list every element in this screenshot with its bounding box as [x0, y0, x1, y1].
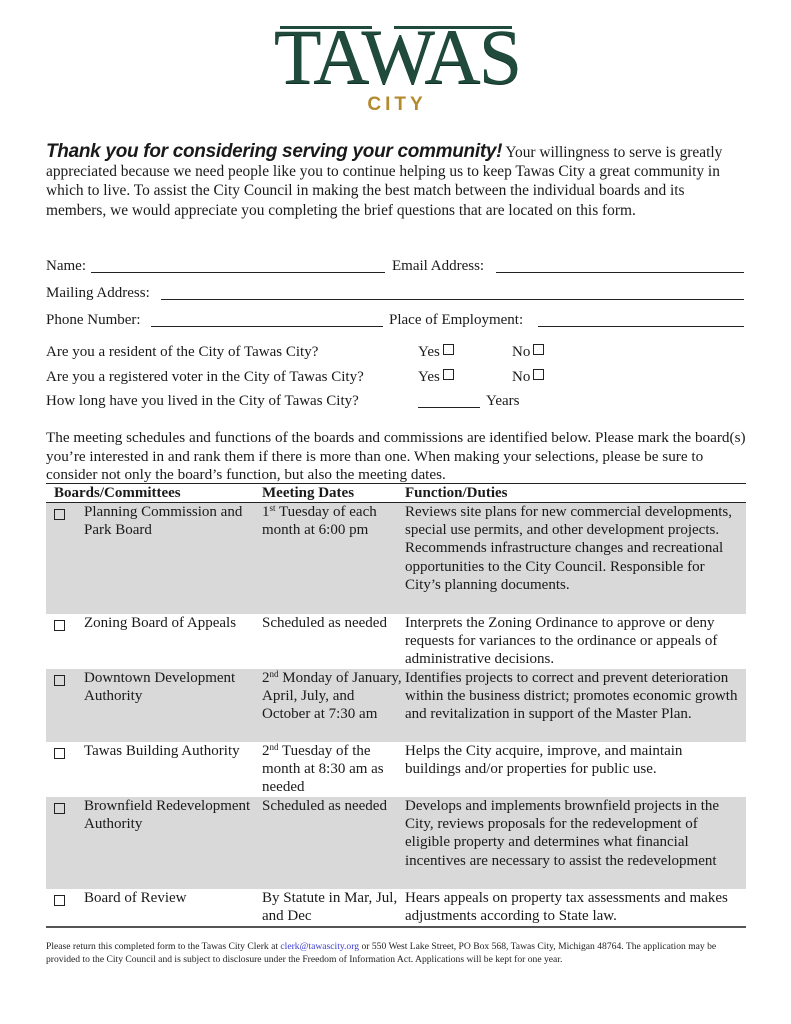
name-field[interactable] [91, 272, 385, 273]
clerk-email-link[interactable]: clerk@tawascity.org [280, 941, 360, 952]
board-checkbox[interactable] [54, 803, 65, 814]
resident-yes-checkbox[interactable] [443, 344, 454, 355]
board-name: Tawas Building Authority [84, 743, 240, 759]
voter-yes-checkbox[interactable] [443, 369, 454, 380]
board-duties: Develops and implements brownfield projects in the City, reviews proposals for the redevelopment of eligible property and determines what financial incentives are necessary to assist the redevelopment [405, 798, 720, 869]
board-checkbox[interactable] [54, 675, 65, 686]
field-row-phone-employment [46, 312, 746, 332]
field-row-name-email [46, 258, 746, 278]
no-label: No [512, 369, 531, 385]
intro-lead: Thank you for considering serving your community! [46, 141, 503, 162]
years-label: Years [486, 393, 520, 409]
email-field[interactable] [496, 272, 744, 273]
mailing-address-label: Mailing Address: [46, 285, 150, 301]
board-name: Downtown Development Authority [84, 670, 236, 705]
table-row [46, 889, 746, 926]
question-resident [46, 344, 566, 364]
email-label: Email Address: [392, 258, 485, 274]
question-voter [46, 369, 566, 389]
employment-label: Place of Employment: [389, 312, 524, 328]
board-duties: Hears appeals on property tax assessments and makes adjustments according to State law. [405, 890, 728, 925]
yes-label: Yes [418, 344, 440, 360]
header-boards: Boards/Committees [54, 485, 181, 501]
meeting-date: Scheduled as needed [262, 615, 387, 631]
board-name: Brownfield Redevelopment Authority [84, 798, 251, 833]
table-row [46, 797, 746, 889]
logo-wordmark: TAWAS [273, 13, 521, 100]
meeting-date: 1st Tuesday of each month at 6:00 pm [262, 503, 377, 539]
boards-table [46, 483, 746, 928]
board-name: Zoning Board of Appeals [84, 615, 237, 631]
table-row [46, 614, 746, 669]
table-header [46, 483, 746, 503]
meeting-date: By Statute in Mar, Jul, and Dec [262, 890, 398, 925]
question-years [46, 393, 566, 413]
meeting-date: 2nd Tuesday of the month at 8:30 am as needed [262, 742, 384, 796]
board-duties: Helps the City acquire, improve, and maintain buildings and/or properties for public use. [405, 743, 683, 778]
employment-field[interactable] [538, 326, 744, 327]
question-text: Are you a registered voter in the City of Tawas City? [46, 369, 364, 385]
meeting-date: 2nd Monday of January, April, July, and October at 7:30 am [262, 669, 402, 723]
board-checkbox[interactable] [54, 509, 65, 520]
logo-city-text: CITY [367, 94, 427, 115]
intro-paragraph [46, 142, 746, 220]
no-label: No [512, 344, 531, 360]
header-function: Function/Duties [405, 485, 508, 501]
board-duties: Interprets the Zoning Ordinance to approve or deny requests for variances to the ordinance or appeals of administrative decisions. [405, 615, 718, 668]
question-text: Are you a resident of the City of Tawas City? [46, 344, 319, 360]
footer-text-pre: Please return this completed form to the Tawas City Clerk at [46, 941, 281, 952]
name-label: Name: [46, 258, 86, 274]
table-row [46, 742, 746, 797]
board-duties: Identifies projects to correct and prevent deterioration within the business district; promotes economic growth and revitalization in support of the Master Plan. [405, 670, 738, 723]
resident-no-checkbox[interactable] [533, 344, 544, 355]
table-row [46, 503, 746, 614]
intro-body: Your willingness to serve is greatly appreciated because we need people like you to continue helping us to keep Tawas City a great community in which to live. To assist the City Council in making the best match between the individual boards and its members, we would appreciate you completing the brief questions that are located on this form. [46, 144, 723, 219]
question-text: How long have you lived in the City of Tawas City? [46, 393, 359, 409]
voter-no-checkbox[interactable] [533, 369, 544, 380]
field-row-mailing [46, 285, 746, 305]
board-duties: Reviews site plans for new commercial developments, special use permits, and other development projects. Recommends infrastructure changes and recreational opportunities to the City Council. Responsible for City’s planning documents. [405, 504, 732, 593]
phone-field[interactable] [151, 326, 383, 327]
footer-text-post: or 550 West Lake Street, PO Box 568, Tawas City, Michigan 48764. The application may be provided to the City Council and is subject to disclosure under the Freedom of Information Act. Applications will be kept for one year. [46, 941, 717, 965]
selection-instructions: The meeting schedules and functions of the boards and commissions are identified below. Please mark the board(s) you’re interested in and rank them if there is more than one. When making your selections, please be sure to consider not only the board’s function, but also the meeting dates. [46, 429, 746, 483]
table-row [46, 669, 746, 742]
board-checkbox[interactable] [54, 895, 65, 906]
board-checkbox[interactable] [54, 620, 65, 631]
years-field[interactable] [418, 407, 480, 408]
meeting-date: Scheduled as needed [262, 798, 387, 814]
footer-note [46, 941, 746, 966]
tawas-city-logo [262, 13, 532, 118]
board-name: Board of Review [84, 890, 187, 906]
board-checkbox[interactable] [54, 748, 65, 759]
header-meeting-dates: Meeting Dates [262, 485, 355, 501]
phone-label: Phone Number: [46, 312, 141, 328]
board-name: Planning Commission and Park Board [84, 504, 243, 539]
yes-label: Yes [418, 369, 440, 385]
mailing-address-field[interactable] [161, 299, 744, 300]
